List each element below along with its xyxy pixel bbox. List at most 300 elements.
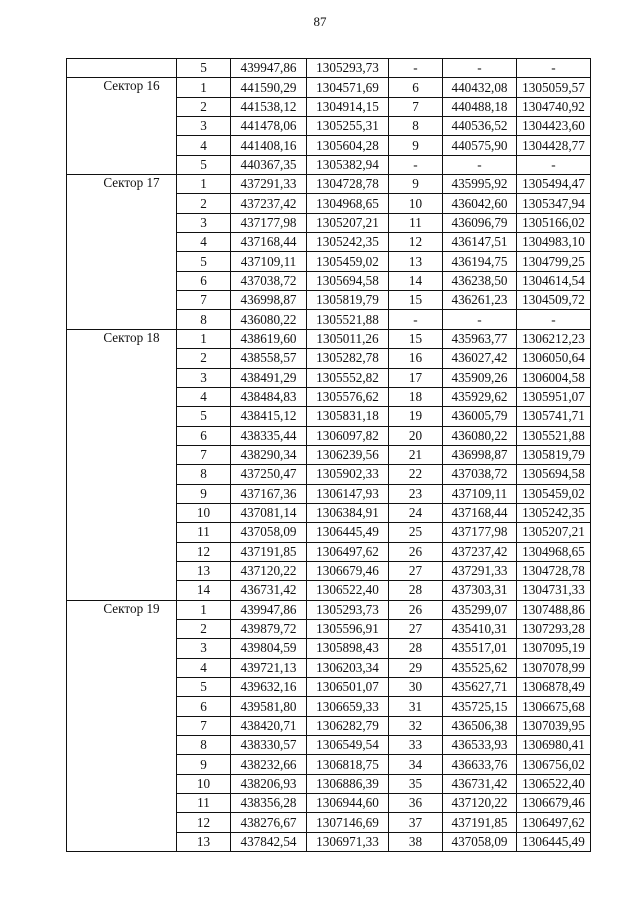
table-row	[67, 213, 591, 232]
table-cell: 1307095,19	[517, 639, 591, 658]
table-row	[67, 194, 591, 213]
table-cell: 435963,77	[443, 329, 517, 348]
table-cell: 6	[177, 426, 231, 445]
sector-cell	[67, 503, 177, 522]
table-cell: 1307293,28	[517, 619, 591, 638]
sector-cell	[67, 678, 177, 697]
table-cell: 13	[177, 561, 231, 580]
table-cell: 1	[177, 600, 231, 619]
table-cell: 438619,60	[231, 329, 307, 348]
table-cell: 1306497,62	[517, 813, 591, 832]
table-cell: 1304728,78	[517, 561, 591, 580]
table-cell: 1305282,78	[307, 349, 389, 368]
sector-cell	[67, 117, 177, 136]
table-cell: 437058,09	[231, 523, 307, 542]
table-cell: 8	[177, 465, 231, 484]
table-cell: 1304968,65	[517, 542, 591, 561]
table-cell: 441478,06	[231, 117, 307, 136]
table-row	[67, 465, 591, 484]
table-cell: 439947,86	[231, 600, 307, 619]
table-row	[67, 794, 591, 813]
sector-cell	[67, 484, 177, 503]
table-cell: 438356,28	[231, 794, 307, 813]
table-cell: 1304428,77	[517, 136, 591, 155]
table-cell: -	[389, 59, 443, 78]
table-cell: 1304968,65	[307, 194, 389, 213]
sector-cell	[67, 349, 177, 368]
table-cell: 2	[177, 97, 231, 116]
sector-cell	[67, 194, 177, 213]
table-cell: 435627,71	[443, 678, 517, 697]
table-cell: 14	[389, 271, 443, 290]
table-cell: 1306878,49	[517, 678, 591, 697]
table-cell: -	[443, 310, 517, 329]
table-cell: 10	[177, 774, 231, 793]
table-cell: 1304799,25	[517, 252, 591, 271]
table-row	[67, 503, 591, 522]
table-cell: 1304571,69	[307, 78, 389, 97]
table-cell: 1306549,54	[307, 736, 389, 755]
table-row	[67, 329, 591, 348]
table-cell: 5	[177, 407, 231, 426]
table-row	[67, 426, 591, 445]
table-cell: 29	[389, 658, 443, 677]
table-cell: 437038,72	[231, 271, 307, 290]
table-cell: 6	[389, 78, 443, 97]
table-row	[67, 155, 591, 174]
sector-cell	[67, 542, 177, 561]
table-cell: 436998,87	[443, 445, 517, 464]
table-cell: 436238,50	[443, 271, 517, 290]
table-row	[67, 291, 591, 310]
table-cell: 1306659,33	[307, 697, 389, 716]
table-cell: 437191,85	[443, 813, 517, 832]
table-cell: 437109,11	[443, 484, 517, 503]
table-cell: 1306886,39	[307, 774, 389, 793]
sector-label: Сектор 16	[67, 78, 177, 97]
table-cell: 22	[389, 465, 443, 484]
table-cell: 441590,29	[231, 78, 307, 97]
table-cell: 1305459,02	[307, 252, 389, 271]
table-cell: 38	[389, 832, 443, 851]
table-cell: 4	[177, 658, 231, 677]
table-cell: 1305255,31	[307, 117, 389, 136]
table-cell: 1305207,21	[307, 213, 389, 232]
table-row	[67, 407, 591, 426]
table-cell: 1306818,75	[307, 755, 389, 774]
table-cell: 1306679,46	[307, 561, 389, 580]
table-cell: 1306384,91	[307, 503, 389, 522]
sector-cell	[67, 426, 177, 445]
table-cell: 1	[177, 175, 231, 194]
table-cell: 7	[177, 445, 231, 464]
table-cell: 436147,51	[443, 233, 517, 252]
table-cell: 437167,36	[231, 484, 307, 503]
table-cell: 436027,42	[443, 349, 517, 368]
table-row	[67, 233, 591, 252]
table-cell: 1305694,58	[307, 271, 389, 290]
sector-label: Сектор 18	[67, 329, 177, 348]
table-cell: 1305831,18	[307, 407, 389, 426]
table-cell: 436506,38	[443, 716, 517, 735]
table-cell: 2	[177, 619, 231, 638]
table-row	[67, 639, 591, 658]
table-cell: 12	[177, 542, 231, 561]
table-cell: 437177,98	[443, 523, 517, 542]
table-cell: 30	[389, 678, 443, 697]
table-cell: 439581,80	[231, 697, 307, 716]
table-cell: 436731,42	[231, 581, 307, 600]
table-cell: 438330,57	[231, 736, 307, 755]
table-cell: 7	[177, 716, 231, 735]
table-cell: 9	[389, 136, 443, 155]
table-cell: 4	[177, 233, 231, 252]
table-cell: 1306522,40	[307, 581, 389, 600]
table-cell: 1305494,47	[517, 175, 591, 194]
table-cell: 1307146,69	[307, 813, 389, 832]
table-cell: 439632,16	[231, 678, 307, 697]
table-cell: 1306282,79	[307, 716, 389, 735]
sector-cell	[67, 252, 177, 271]
table-cell: 5	[177, 252, 231, 271]
table-cell: 34	[389, 755, 443, 774]
table-cell: 437168,44	[443, 503, 517, 522]
table-cell: 1305207,21	[517, 523, 591, 542]
table-cell: -	[517, 155, 591, 174]
table-cell: 1304509,72	[517, 291, 591, 310]
sector-cell	[67, 639, 177, 658]
table-cell: 438276,67	[231, 813, 307, 832]
table-cell: 436533,93	[443, 736, 517, 755]
table-cell: 1305819,79	[307, 291, 389, 310]
sector-cell	[67, 697, 177, 716]
table-cell: 1305694,58	[517, 465, 591, 484]
table-row	[67, 832, 591, 851]
table-cell: 3	[177, 213, 231, 232]
table-cell: 9	[177, 755, 231, 774]
table-cell: 437191,85	[231, 542, 307, 561]
sector-cell	[67, 155, 177, 174]
table-cell: 437120,22	[443, 794, 517, 813]
sector-cell	[67, 581, 177, 600]
table-cell: 23	[389, 484, 443, 503]
table-cell: 17	[389, 368, 443, 387]
table-cell: 1304423,60	[517, 117, 591, 136]
table-cell: 37	[389, 813, 443, 832]
table-cell: 1305242,35	[307, 233, 389, 252]
table-cell: 6	[177, 271, 231, 290]
table-cell: 440488,18	[443, 97, 517, 116]
table-cell: 435517,01	[443, 639, 517, 658]
table-cell: 440367,35	[231, 155, 307, 174]
table-cell: 13	[177, 832, 231, 851]
sector-cell	[67, 465, 177, 484]
table-cell: 1304914,15	[307, 97, 389, 116]
table-cell: 437250,47	[231, 465, 307, 484]
table-row	[67, 813, 591, 832]
sector-cell	[67, 445, 177, 464]
table-row	[67, 387, 591, 406]
table-cell: 3	[177, 117, 231, 136]
table-cell: 1305459,02	[517, 484, 591, 503]
table-row	[67, 736, 591, 755]
table-cell: 1306097,82	[307, 426, 389, 445]
table-cell: 15	[389, 291, 443, 310]
table-row	[67, 561, 591, 580]
sector-cell	[67, 271, 177, 290]
table-cell: 1305819,79	[517, 445, 591, 464]
table-cell: 6	[177, 697, 231, 716]
sector-cell	[67, 387, 177, 406]
table-cell: 1306679,46	[517, 794, 591, 813]
table-row	[67, 59, 591, 78]
table-cell: 1305347,94	[517, 194, 591, 213]
table-row	[67, 349, 591, 368]
table-cell: 25	[389, 523, 443, 542]
table-cell: 1307039,95	[517, 716, 591, 735]
table-cell: 436261,23	[443, 291, 517, 310]
table-cell: 4	[177, 136, 231, 155]
table-cell: 28	[389, 639, 443, 658]
sector-cell	[67, 832, 177, 851]
table-row	[67, 97, 591, 116]
table-cell: 31	[389, 697, 443, 716]
table-cell: 1306944,60	[307, 794, 389, 813]
sector-cell	[67, 368, 177, 387]
table-cell: 436998,87	[231, 291, 307, 310]
table-row	[67, 78, 591, 97]
table-cell: 10	[177, 503, 231, 522]
table-cell: -	[389, 310, 443, 329]
table-cell: 1305741,71	[517, 407, 591, 426]
sector-cell	[67, 407, 177, 426]
table-cell: 435410,31	[443, 619, 517, 638]
table-cell: -	[389, 155, 443, 174]
table-cell: 435995,92	[443, 175, 517, 194]
sector-cell	[67, 291, 177, 310]
table-cell: 15	[389, 329, 443, 348]
table-cell: 437038,72	[443, 465, 517, 484]
table-cell: 8	[177, 310, 231, 329]
table-cell: 438558,57	[231, 349, 307, 368]
table-cell: 8	[389, 117, 443, 136]
table-cell: 13	[389, 252, 443, 271]
table-cell: 27	[389, 561, 443, 580]
table-cell: 438290,34	[231, 445, 307, 464]
table-cell: 1305293,73	[307, 600, 389, 619]
table-cell: 435725,15	[443, 697, 517, 716]
table-row	[67, 755, 591, 774]
table-cell: 1304728,78	[307, 175, 389, 194]
table-cell: 1305898,43	[307, 639, 389, 658]
table-row	[67, 658, 591, 677]
table-cell: 437303,31	[443, 581, 517, 600]
table-cell: 1305951,07	[517, 387, 591, 406]
sector-cell	[67, 716, 177, 735]
table-cell: 1305596,91	[307, 619, 389, 638]
table-cell: 436080,22	[443, 426, 517, 445]
table-cell: 436633,76	[443, 755, 517, 774]
coordinates-table	[66, 58, 591, 852]
table-row	[67, 175, 591, 194]
table-cell: 4	[177, 387, 231, 406]
table-cell: 1306980,41	[517, 736, 591, 755]
table-cell: 437081,14	[231, 503, 307, 522]
table-cell: 439879,72	[231, 619, 307, 638]
table-cell: 1307488,86	[517, 600, 591, 619]
table-row	[67, 774, 591, 793]
table-cell: 1306756,02	[517, 755, 591, 774]
table-cell: -	[517, 310, 591, 329]
table-cell: 440432,08	[443, 78, 517, 97]
table-cell: 1306203,34	[307, 658, 389, 677]
table-cell: 437058,09	[443, 832, 517, 851]
table-cell: 1306971,33	[307, 832, 389, 851]
sector-cell	[67, 213, 177, 232]
table-cell: 7	[177, 291, 231, 310]
table-cell: 35	[389, 774, 443, 793]
table-cell: 438484,83	[231, 387, 307, 406]
table-cell: 1306212,23	[517, 329, 591, 348]
table-row	[67, 581, 591, 600]
sector-cell	[67, 813, 177, 832]
table-cell: 439804,59	[231, 639, 307, 658]
table-cell: -	[443, 59, 517, 78]
page-number: 87	[313, 14, 327, 29]
table-cell: 438491,29	[231, 368, 307, 387]
sector-label: Сектор 17	[67, 175, 177, 194]
table-cell: 5	[177, 59, 231, 78]
table-cell: 1306445,49	[307, 523, 389, 542]
table-cell: 1305293,73	[307, 59, 389, 78]
table-cell: 1305059,57	[517, 78, 591, 97]
table-cell: 1306004,58	[517, 368, 591, 387]
table-cell: 1304731,33	[517, 581, 591, 600]
table-cell: 21	[389, 445, 443, 464]
table-cell: 28	[389, 581, 443, 600]
table-cell: 20	[389, 426, 443, 445]
table-cell: 437168,44	[231, 233, 307, 252]
table-cell: 9	[389, 175, 443, 194]
table-cell: 436042,60	[443, 194, 517, 213]
table-cell: 1305011,26	[307, 329, 389, 348]
table-cell: 438206,93	[231, 774, 307, 793]
sector-cell	[67, 658, 177, 677]
table-cell: 2	[177, 194, 231, 213]
table-cell: 436731,42	[443, 774, 517, 793]
table-cell: 5	[177, 678, 231, 697]
table-cell: 437291,33	[231, 175, 307, 194]
table-cell: 1305552,82	[307, 368, 389, 387]
table-cell: 435909,26	[443, 368, 517, 387]
table-cell: 11	[177, 523, 231, 542]
table-row	[67, 600, 591, 619]
table-cell: 12	[389, 233, 443, 252]
table-cell: 1305166,02	[517, 213, 591, 232]
table-cell: 1306522,40	[517, 774, 591, 793]
sector-cell	[67, 561, 177, 580]
table-cell: 1305576,62	[307, 387, 389, 406]
table-cell: 439947,86	[231, 59, 307, 78]
table-cell: 36	[389, 794, 443, 813]
table-row	[67, 445, 591, 464]
table-row	[67, 271, 591, 290]
table-cell: 10	[389, 194, 443, 213]
table-cell: 437291,33	[443, 561, 517, 580]
table-row	[67, 542, 591, 561]
table-cell: 19	[389, 407, 443, 426]
table-cell: 3	[177, 368, 231, 387]
coordinates-table-body	[67, 59, 591, 852]
table-cell: 1306239,56	[307, 445, 389, 464]
table-cell: 7	[389, 97, 443, 116]
table-cell: 438420,71	[231, 716, 307, 735]
table-row	[67, 136, 591, 155]
table-cell: 18	[389, 387, 443, 406]
table-cell: 14	[177, 581, 231, 600]
table-cell: 1	[177, 78, 231, 97]
table-cell: 32	[389, 716, 443, 735]
table-cell: 436194,75	[443, 252, 517, 271]
sector-cell	[67, 523, 177, 542]
table-cell: 5	[177, 155, 231, 174]
table-cell: 1305242,35	[517, 503, 591, 522]
table-row	[67, 310, 591, 329]
table-row	[67, 697, 591, 716]
sector-cell	[67, 310, 177, 329]
table-cell: 441538,12	[231, 97, 307, 116]
table-cell: 437177,98	[231, 213, 307, 232]
table-cell: 1306050,64	[517, 349, 591, 368]
table-cell: 439721,13	[231, 658, 307, 677]
sector-cell	[67, 794, 177, 813]
table-cell: 27	[389, 619, 443, 638]
table-cell: 1306497,62	[307, 542, 389, 561]
table-cell: 1306147,93	[307, 484, 389, 503]
table-cell: 435929,62	[443, 387, 517, 406]
table-cell: 26	[389, 600, 443, 619]
sector-cell	[67, 736, 177, 755]
sector-cell	[67, 755, 177, 774]
table-cell: 435525,62	[443, 658, 517, 677]
sector-cell	[67, 136, 177, 155]
table-cell: 1304740,92	[517, 97, 591, 116]
table-cell: 1305902,33	[307, 465, 389, 484]
table-cell: 26	[389, 542, 443, 561]
sector-cell	[67, 774, 177, 793]
table-cell: -	[517, 59, 591, 78]
table-cell: 437237,42	[231, 194, 307, 213]
table-cell: 436096,79	[443, 213, 517, 232]
table-cell: 440575,90	[443, 136, 517, 155]
table-cell: 1306675,68	[517, 697, 591, 716]
table-cell: 1305604,28	[307, 136, 389, 155]
table-cell: 436080,22	[231, 310, 307, 329]
table-row	[67, 619, 591, 638]
table-cell: 12	[177, 813, 231, 832]
table-cell: 16	[389, 349, 443, 368]
table-cell: 2	[177, 349, 231, 368]
table-cell: 441408,16	[231, 136, 307, 155]
table-cell: 1306501,07	[307, 678, 389, 697]
table-row	[67, 678, 591, 697]
sector-cell	[67, 233, 177, 252]
table-row	[67, 523, 591, 542]
table-row	[67, 368, 591, 387]
table-cell: 9	[177, 484, 231, 503]
table-row	[67, 117, 591, 136]
table-cell: 1305521,88	[307, 310, 389, 329]
